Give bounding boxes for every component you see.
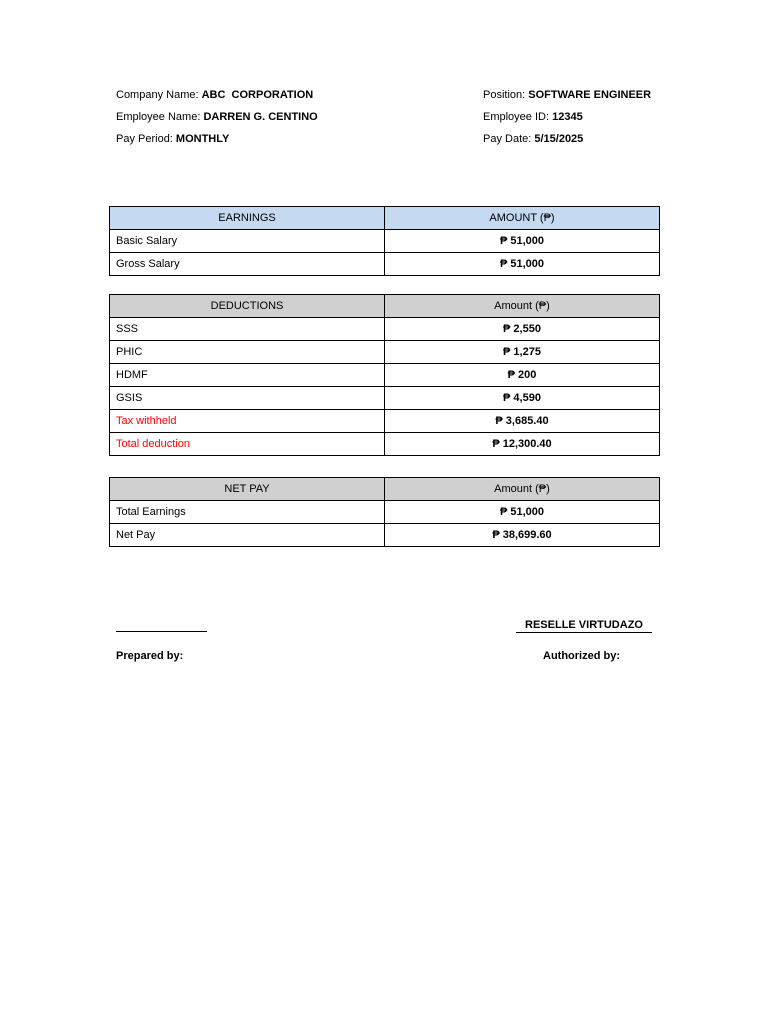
authorized-by-label: Authorized by: bbox=[543, 650, 620, 662]
employee-name-value: DARREN G. CENTINO bbox=[203, 111, 318, 123]
table-row bbox=[110, 230, 660, 253]
deductions-header: DEDUCTIONS bbox=[110, 295, 385, 318]
net-pay-amount: ₱ 38,699.60 bbox=[385, 524, 660, 547]
earnings-header-row bbox=[110, 207, 660, 230]
phic-label: PHIC bbox=[110, 341, 385, 364]
earnings-header: EARNINGS bbox=[110, 207, 385, 230]
employee-name-line bbox=[116, 111, 318, 123]
table-row bbox=[110, 341, 660, 364]
table-row bbox=[110, 524, 660, 547]
hdmf-label: HDMF bbox=[110, 364, 385, 387]
deductions-header-row bbox=[110, 295, 660, 318]
total-earnings-label: Total Earnings bbox=[110, 501, 385, 524]
net-pay-table bbox=[109, 477, 660, 547]
basic-salary-amount: ₱ 51,000 bbox=[385, 230, 660, 253]
employee-id-line bbox=[483, 111, 583, 123]
table-row bbox=[110, 433, 660, 456]
gross-salary-label: Gross Salary bbox=[110, 253, 385, 276]
table-row bbox=[110, 410, 660, 433]
authorizer-name: RESELLE VIRTUDAZO bbox=[516, 619, 652, 633]
net-pay-label: Net Pay bbox=[110, 524, 385, 547]
net-pay-amount-header: Amount (₱) bbox=[385, 478, 660, 501]
sss-amount: ₱ 2,550 bbox=[385, 318, 660, 341]
pay-date-label: Pay Date: bbox=[483, 133, 535, 145]
pay-period-value: MONTHLY bbox=[175, 133, 230, 145]
company-name-label: Company Name: bbox=[116, 89, 202, 101]
company-name-line bbox=[116, 89, 313, 101]
pay-period-label: Pay Period: bbox=[116, 133, 176, 145]
sss-label: SSS bbox=[110, 318, 385, 341]
tax-withheld-amount: ₱ 3,685.40 bbox=[385, 410, 660, 433]
total-deduction-label: Total deduction bbox=[110, 433, 385, 456]
pay-date-line bbox=[483, 133, 583, 145]
earnings-amount-header: AMOUNT (₱) bbox=[385, 207, 660, 230]
phic-amount: ₱ 1,275 bbox=[385, 341, 660, 364]
deductions-table bbox=[109, 294, 660, 456]
company-name-value: ABC CORPORATION bbox=[201, 89, 314, 101]
position-label: Position: bbox=[483, 89, 529, 101]
pay-period-line bbox=[116, 133, 229, 145]
prepared-signature-line bbox=[116, 631, 207, 632]
table-row bbox=[110, 501, 660, 524]
total-earnings-amount: ₱ 51,000 bbox=[385, 501, 660, 524]
table-row bbox=[110, 318, 660, 341]
gsis-label: GSIS bbox=[110, 387, 385, 410]
hdmf-amount: ₱ 200 bbox=[385, 364, 660, 387]
basic-salary-label: Basic Salary bbox=[110, 230, 385, 253]
gross-salary-amount: ₱ 51,000 bbox=[385, 253, 660, 276]
employee-id-label: Employee ID: bbox=[483, 111, 553, 123]
pay-date-value: 5/15/2025 bbox=[534, 133, 584, 145]
employee-name-label: Employee Name: bbox=[116, 111, 204, 123]
gsis-amount: ₱ 4,590 bbox=[385, 387, 660, 410]
prepared-by-label: Prepared by: bbox=[116, 650, 184, 662]
position-line bbox=[483, 89, 651, 101]
net-pay-header-row bbox=[110, 478, 660, 501]
earnings-table bbox=[109, 206, 660, 276]
table-row bbox=[110, 387, 660, 410]
table-row bbox=[110, 253, 660, 276]
table-row bbox=[110, 364, 660, 387]
tax-withheld-label: Tax withheld bbox=[110, 410, 385, 433]
position-value: SOFTWARE ENGINEER bbox=[528, 89, 652, 101]
deductions-amount-header: Amount (₱) bbox=[385, 295, 660, 318]
employee-id-value: 12345 bbox=[552, 111, 583, 123]
total-deduction-amount: ₱ 12,300.40 bbox=[385, 433, 660, 456]
net-pay-header: NET PAY bbox=[110, 478, 385, 501]
